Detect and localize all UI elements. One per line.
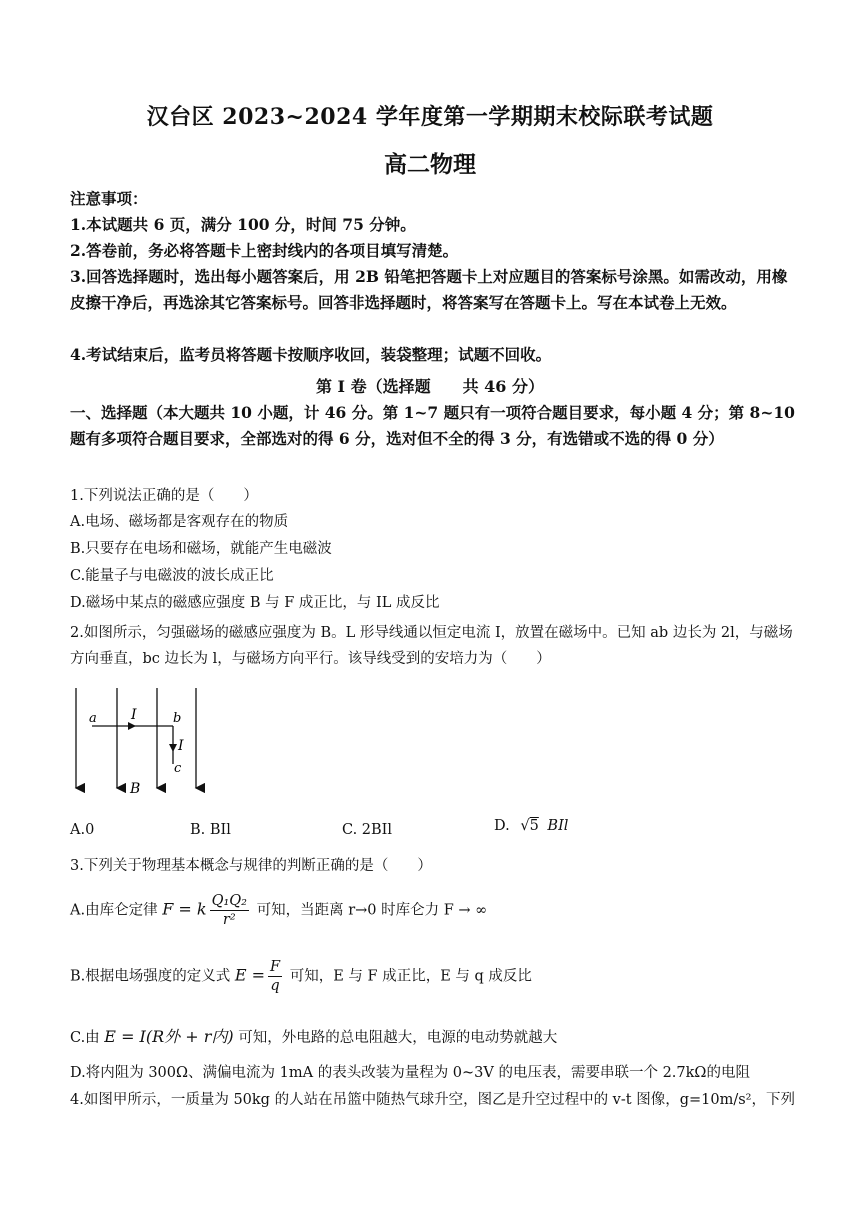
q2-magnetic-field-figure — [62, 684, 212, 802]
q3-c-suffix: 可知，外电路的总电阻越大，电源的电动势就越大 — [238, 1030, 558, 1046]
q3-b-fraction — [268, 958, 282, 995]
magnetic-field-diagram — [62, 684, 212, 802]
q3-a-numerator: Q₁Q₂ — [211, 893, 247, 909]
section-intro: 一、选择题（本大题共 10 小题，计 46 分。第 1~7 题只有一项符合题目要求，每小题 4 分；第 8~10 题有多项符合题目要求，全部选对的得 6 分，选对但不全的得 3 分，有选错或不选的得 0 分） — [70, 403, 795, 448]
q3-option-b — [70, 958, 795, 995]
q3-option-d: D.将内阻为 300Ω、满偏电流为 1mA 的表头改装为量程为 0~3V 的电压表，需要串联一个 2.7kΩ的电阻 — [70, 1065, 750, 1081]
notice-item-2: 2.答卷前，务必将答题卡上密封线内的各项目填写清楚。 — [70, 241, 459, 260]
label-b: b — [173, 711, 182, 726]
q2-option-a: A.0 — [70, 822, 95, 838]
q3-option-c — [70, 1024, 795, 1047]
q2-option-c: C. 2BIl — [342, 822, 393, 838]
q3-b-lhs: E = — [234, 965, 266, 985]
q3-b-suffix: 可知，E 与 F 成正比，E 与 q 成反比 — [289, 968, 532, 985]
q3-b-denominator: q — [270, 978, 280, 994]
notice-item-3: 3.回答选择题时，选出每小题答案后，用 2B 铅笔把答题卡上对应题目的答案标号涂黑。如需改动，用橡皮擦干净后，再选涂其它答案标号。回答非选择题时，将答案写在答题卡上。写在本试卷上无效。 — [70, 267, 788, 312]
q3-a-suffix: 可知，当距离 r→0 时库仑力 F → ∞ — [256, 902, 488, 919]
q2-option-b: B. BIl — [190, 822, 231, 838]
q3-c-formula: E = I(R外 + r内) — [104, 1027, 234, 1046]
q1-option-c: C.能量子与电磁波的波长成正比 — [70, 568, 274, 584]
exam-title: 汉台区 2023~2024 学年度第一学期期末校际联考试题 — [146, 104, 714, 130]
q3-a-fraction — [210, 892, 249, 929]
section-heading: 第 I 卷（选择题 共 46 分） — [315, 377, 545, 396]
q4-stem: 4.如图甲所示，一质量为 50kg 的人站在吊篮中随热气球升空，图乙是升空过程中的 v-t 图像，g=10m/s²，下列 — [70, 1092, 795, 1108]
q2-option-d — [494, 818, 568, 834]
q2-stem: 2.如图所示，匀强磁场的磁感应强度为 B。L 形导线通以恒定电流 I，放置在磁场中。已知 ab 边长为 2l，与磁场方向垂直，bc 边长为 l，与磁场方向平行。该导线受到的安培力为（ ） — [70, 625, 793, 667]
current-arrow-right — [128, 722, 136, 730]
q3-a-denominator: r² — [222, 912, 236, 928]
q3-option-a — [70, 892, 795, 929]
q2-option-d-suffix: BIl — [547, 818, 569, 834]
q1-option-b: B.只要存在电场和磁场，就能产生电磁波 — [70, 541, 332, 557]
q3-b-prefix: B.根据电场强度的定义式 — [70, 968, 231, 985]
exam-subject: 高二物理 — [384, 151, 476, 178]
label-c: c — [174, 761, 182, 776]
q2-option-d-prefix: D. — [494, 818, 510, 834]
q3-b-numerator: F — [270, 959, 281, 975]
q3-c-prefix: C.由 — [70, 1030, 100, 1046]
sqrt-radicand: 5 — [529, 818, 539, 834]
sqrt-icon: √5 — [520, 818, 539, 834]
q1-option-d: D.磁场中某点的磁感应强度 B 与 F 成正比，与 IL 成反比 — [70, 595, 440, 611]
label-current-2: I — [178, 738, 184, 754]
label-current-1: I — [131, 707, 137, 723]
current-arrow-down — [169, 744, 177, 752]
q1-stem: 1.下列说法正确的是（ ） — [70, 488, 258, 504]
notice-item-4: 4.考试结束后，监考员将答题卡按顺序收回，装袋整理；试题不回收。 — [70, 345, 552, 364]
q3-a-lhs: F = k — [162, 899, 207, 919]
q3-a-prefix: A.由库仑定律 — [70, 902, 158, 919]
q1-option-a: A.电场、磁场都是客观存在的物质 — [70, 514, 289, 530]
label-B: B — [130, 781, 141, 797]
label-a: a — [89, 711, 97, 726]
notice-item-1: 1.本试题共 6 页，满分 100 分，时间 75 分钟。 — [70, 215, 416, 234]
notice-heading: 注意事项： — [70, 189, 148, 208]
q3-stem: 3.下列关于物理基本概念与规律的判断正确的是（ ） — [70, 858, 432, 874]
